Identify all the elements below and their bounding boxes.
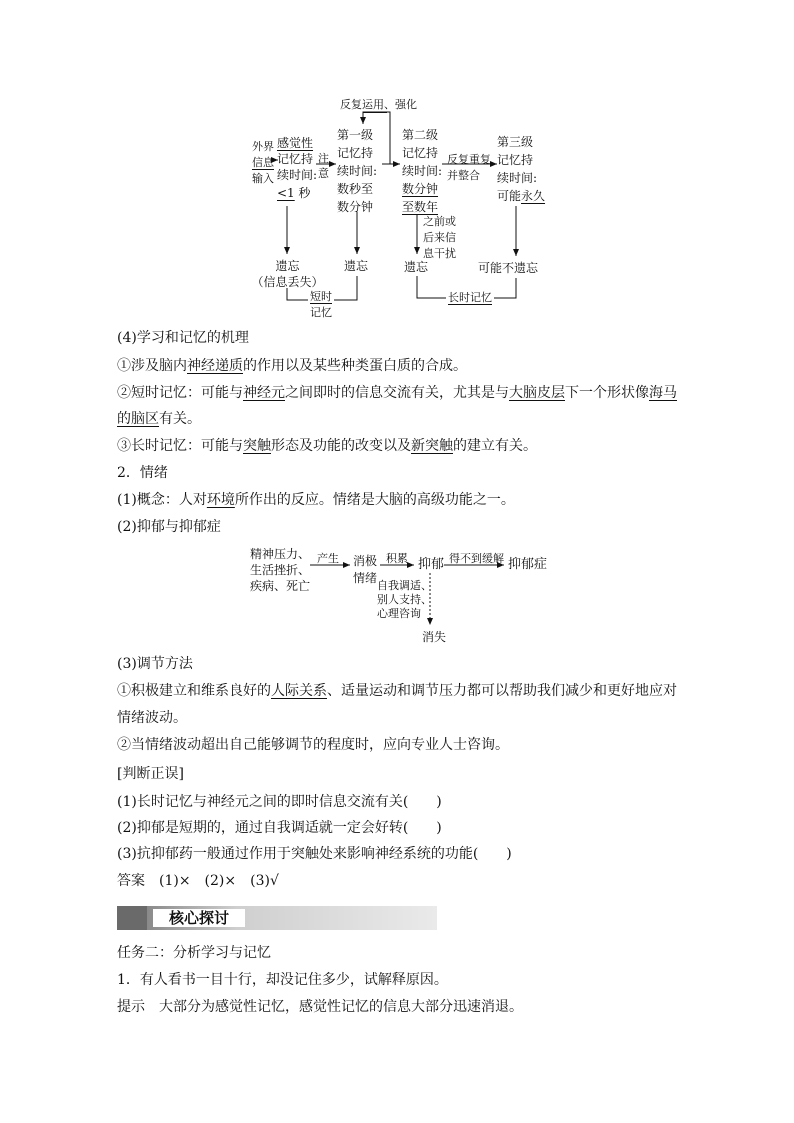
banner-title: 核心探讨 (153, 909, 245, 927)
mechanism-point-2-cont: 的脑区有关。 (117, 411, 201, 427)
judge-answer: 答案 (1)× (2)× (3)√ (117, 873, 279, 889)
forget-after-first: 遗忘 (344, 259, 369, 273)
second-level-memory-box: 第二级 记忆持 续时间: 数分钟 至数年 (402, 128, 443, 214)
short-term-memory-label: 短时 记忆 (310, 290, 332, 319)
reinforce-label: 反复运用、强化 (340, 98, 417, 111)
emotion-concept: (1)概念：人对环境所作出的反应。情绪是大脑的高级功能之一。 (117, 492, 515, 508)
accumulate-label: 积累 (386, 552, 408, 565)
remedies-label: 自我调适、 别人支持、 心理咨询 (377, 579, 432, 620)
mechanism-point-3: ③长时记忆：可能与突触形态及功能的改变以及新突触的建立有关。 (117, 438, 537, 454)
negative-emotion-label: 消极 情绪 (353, 554, 378, 585)
produce-label: 产生 (317, 552, 339, 565)
regulation-point-2: ②当情绪波动超出自己能够调节的程度时，应向专业人士咨询。 (117, 737, 509, 753)
judge-question-3: (3)抗抑郁药一般通过作用于突触处来影响神经系统的功能( ) (117, 846, 512, 862)
interference-label: 之前或 后来信 息干扰 (423, 215, 456, 260)
attention-label: 注 意 (318, 152, 329, 180)
regulation-point-1: ①积极建立和维系良好的人际关系、适量运动和调节压力都可以帮助我们减少和更好地应对 (117, 683, 677, 699)
first-level-memory-box: 第一级 记忆持 续时间: 数秒至 数分钟 (337, 128, 378, 214)
long-term-memory-label: 长时记忆 (448, 291, 492, 304)
emotion-heading: 2．情绪 (117, 465, 168, 481)
task-question-1: 1．有人看书一目十行，却没记住多少，试解释原因。 (117, 972, 448, 988)
regulation-point-1-cont: 情绪波动。 (117, 710, 187, 726)
mechanism-point-2: ②短时记忆：可能与神经元之间即时的信息交流有关，尤其是与大脑皮层下一个形状像海马 (117, 385, 677, 401)
mechanism-heading: (4)学习和记忆的机理 (117, 330, 249, 346)
third-level-memory-box: 第三级 记忆持 续时间: 可能永久 (497, 135, 546, 203)
judge-question-2: (2)抑郁是短期的，通过自我调适就一定会好转( ) (117, 820, 442, 836)
judge-heading: [判断正误] (117, 766, 184, 782)
forget-after-second: 遗忘 (404, 260, 429, 274)
forget-info-lost: 遗忘 （信息丢失） (251, 259, 324, 289)
depression-label: 抑郁 (418, 557, 445, 572)
possibly-never-forget: 可能不遗忘 (478, 261, 539, 275)
depression-heading: (2)抑郁与抑郁症 (117, 519, 221, 535)
regulation-heading: (3)调节方法 (117, 656, 193, 672)
disappear-label: 消失 (422, 630, 447, 644)
sensory-memory-box: 感觉性 记忆持 续时间: <1 秒 (277, 136, 318, 200)
repeat-integrate-label: 反复重复 并整合 (447, 153, 491, 182)
task-heading: 任务二：分析学习与记忆 (117, 945, 271, 961)
depression-causes: 精神压力、 生活挫折、 疾病、死亡 (250, 547, 311, 593)
not-relieved-label: 得不到缓解 (449, 552, 504, 565)
mechanism-point-1: ①涉及脑内神经递质的作用以及某些种类蛋白质的合成。 (117, 358, 467, 374)
depression-disorder-label: 抑郁症 (508, 557, 548, 572)
core-discussion-banner (117, 906, 437, 930)
outside-info-label: 外界 信息 输入 (252, 140, 274, 185)
judge-question-1: (1)长时记忆与神经元之间的即时信息交流有关( ) (117, 794, 442, 810)
task-hint: 提示 大部分为感觉性记忆，感觉性记忆的信息大部分迅速消退。 (117, 999, 523, 1015)
